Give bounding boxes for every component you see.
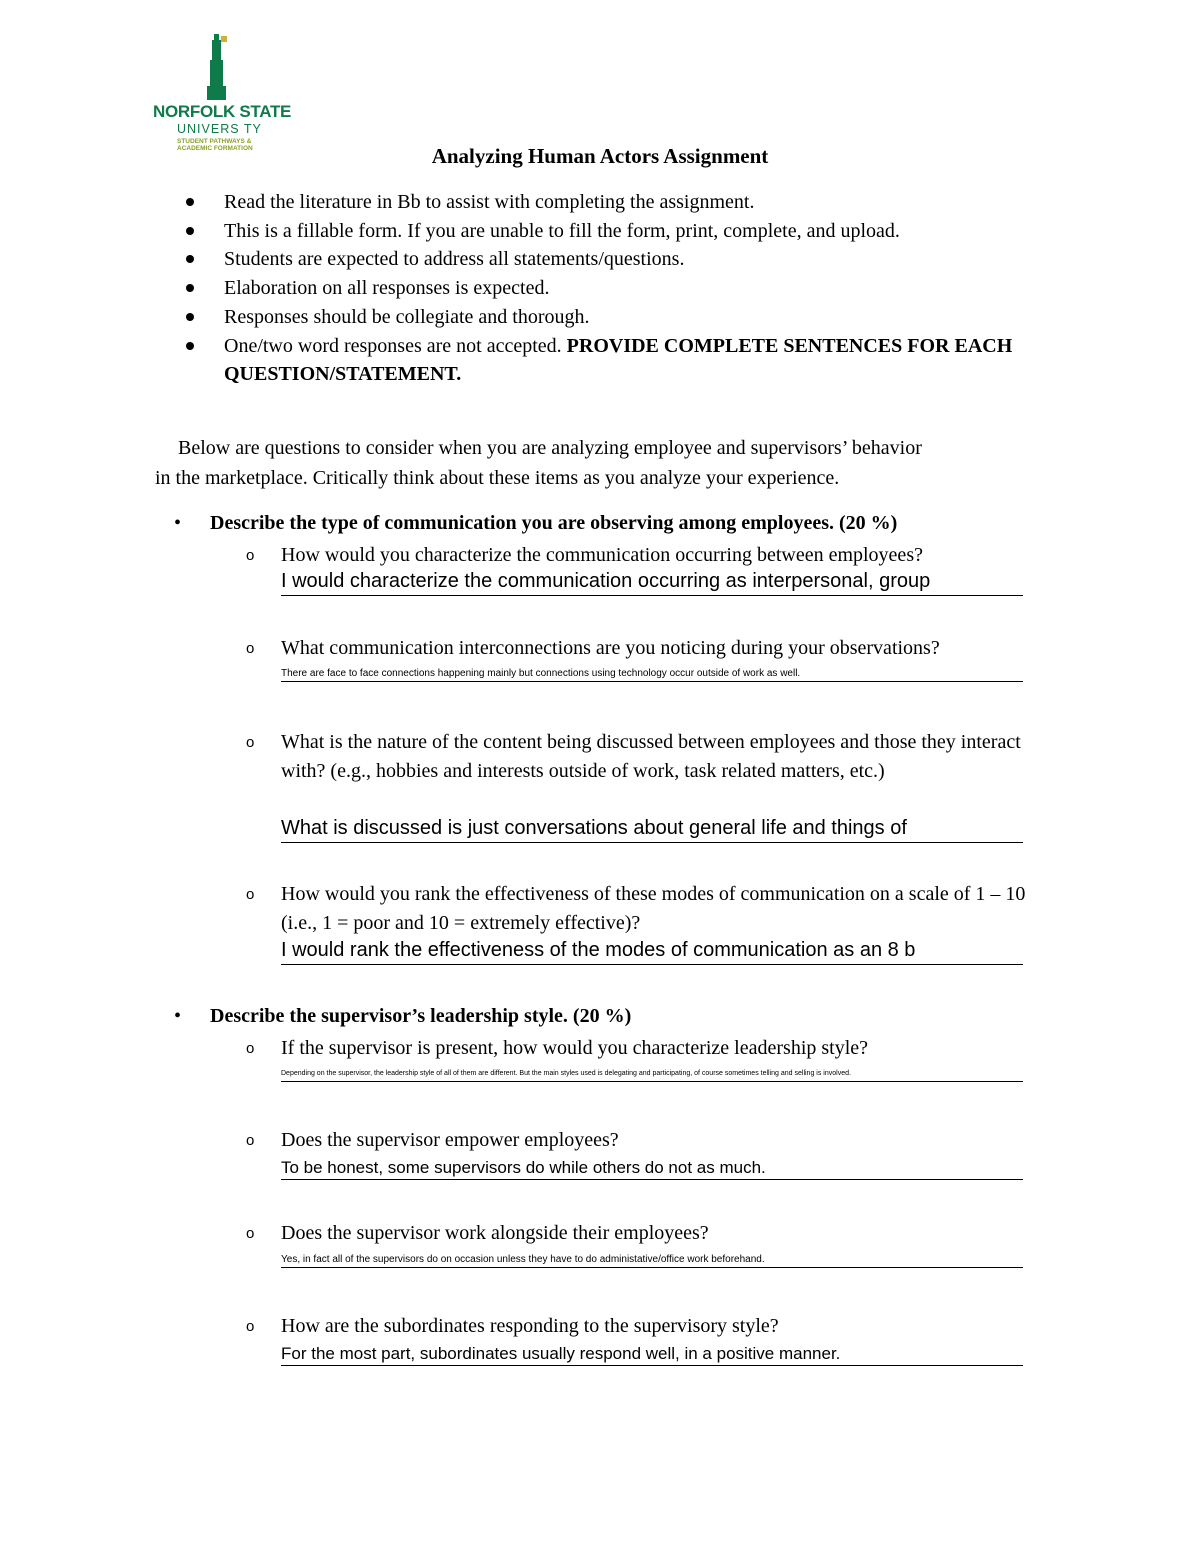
question-item: o Does the supervisor empower employees? (246, 1126, 1036, 1155)
question-item: o What is the nature of the content being discussed between employees and those they interact with? (e.g., hobbies and interests outside of work, task related matters, etc.) (246, 728, 1036, 786)
bullet-icon (186, 227, 194, 235)
bullet-icon (186, 284, 194, 292)
answer-field[interactable]: To be honest, some supervisors do while others do not as much. (281, 1156, 1023, 1180)
answer-field[interactable]: What is discussed is just conversations about general life and things of (281, 815, 1023, 843)
list-item: This is a fillable form. If you are unable to fill the form, print, complete, and upload. (186, 217, 1066, 246)
circle-bullet-icon: o (246, 734, 255, 751)
circle-bullet-icon: o (246, 547, 255, 564)
logo-name: NORFOLK STATE (153, 102, 292, 121)
answer-field[interactable]: There are face to face connections happening mainly but connections using technology occur outside of work as well. (281, 666, 1023, 682)
list-item: Responses should be collegiate and thorough. (186, 303, 1066, 332)
circle-bullet-icon: o (246, 1132, 255, 1149)
question-item: o How are the subordinates responding to the supervisory style? (246, 1312, 1036, 1341)
section-heading-communication: • Describe the type of communication you are observing among employees. (20 %) (174, 512, 898, 534)
page-title: Analyzing Human Actors Assignment (431, 144, 769, 168)
answer-field[interactable]: Yes, in fact all of the supervisors do on occasion unless they have to do administative/office work beforehand. (281, 1252, 1023, 1268)
logo-tagline: STUDENT PATHWAYS & ACADEMIC FORMATION (177, 138, 253, 152)
bullet-icon (186, 313, 194, 321)
intro-paragraph: Below are questions to consider when you are analyzing employee and supervisors’ behavior in the marketplace. Critically think about these items as you analyze your experience. (155, 437, 922, 489)
answer-field[interactable]: Depending on the supervisor, the leadership style of all of them are different. But the main styles used is delegating and participating, of course sometimes telling and selling is involved. (281, 1066, 1023, 1082)
tower-icon (202, 32, 232, 104)
list-item: Students are expected to address all statements/questions. (186, 245, 1066, 274)
bullet-icon (186, 342, 194, 350)
emphasis-text: PROVIDE COMPLETE SENTENCES FOR EACH QUESTION/STATEMENT. (224, 334, 1013, 386)
circle-bullet-icon: o (246, 1225, 255, 1242)
circle-bullet-icon: o (246, 886, 255, 903)
section-heading-leadership: • Describe the supervisor’s leadership style. (20 %) (174, 1005, 632, 1027)
bullet-icon (186, 255, 194, 263)
question-item: o Does the supervisor work alongside their employees? (246, 1219, 1036, 1248)
question-item: o How would you characterize the communication occurring between employees? (246, 541, 1036, 570)
question-item: o What communication interconnections are you noticing during your observations? (246, 634, 1036, 663)
answer-field[interactable]: I would characterize the communication occurring as interpersonal, group (281, 568, 1023, 596)
logo-subname: UNIVERS TY (177, 122, 262, 136)
answer-field[interactable]: I would rank the effectiveness of the modes of communication as an 8 b (281, 937, 1023, 965)
instructions-list (186, 188, 1066, 389)
list-item: Read the literature in Bb to assist with completing the assignment. (186, 188, 1066, 217)
bullet-icon (186, 198, 194, 206)
answer-field[interactable]: For the most part, subordinates usually respond well, in a positive manner. (281, 1342, 1023, 1366)
university-logo (150, 32, 300, 154)
circle-bullet-icon: o (246, 1040, 255, 1057)
question-item: o If the supervisor is present, how would you characterize leadership style? (246, 1034, 1036, 1063)
question-item: o How would you rank the effectiveness of these modes of communication on a scale of 1 – 10 (i.e., 1 = poor and 10 = extremely effective)? (246, 880, 1036, 938)
circle-bullet-icon: o (246, 640, 255, 657)
list-item: Elaboration on all responses is expected. (186, 274, 1066, 303)
circle-bullet-icon: o (246, 1318, 255, 1335)
list-item: One/two word responses are not accepted. PROVIDE COMPLETE SENTENCES FOR EACH QUESTION/STATEMENT. (186, 332, 1066, 389)
